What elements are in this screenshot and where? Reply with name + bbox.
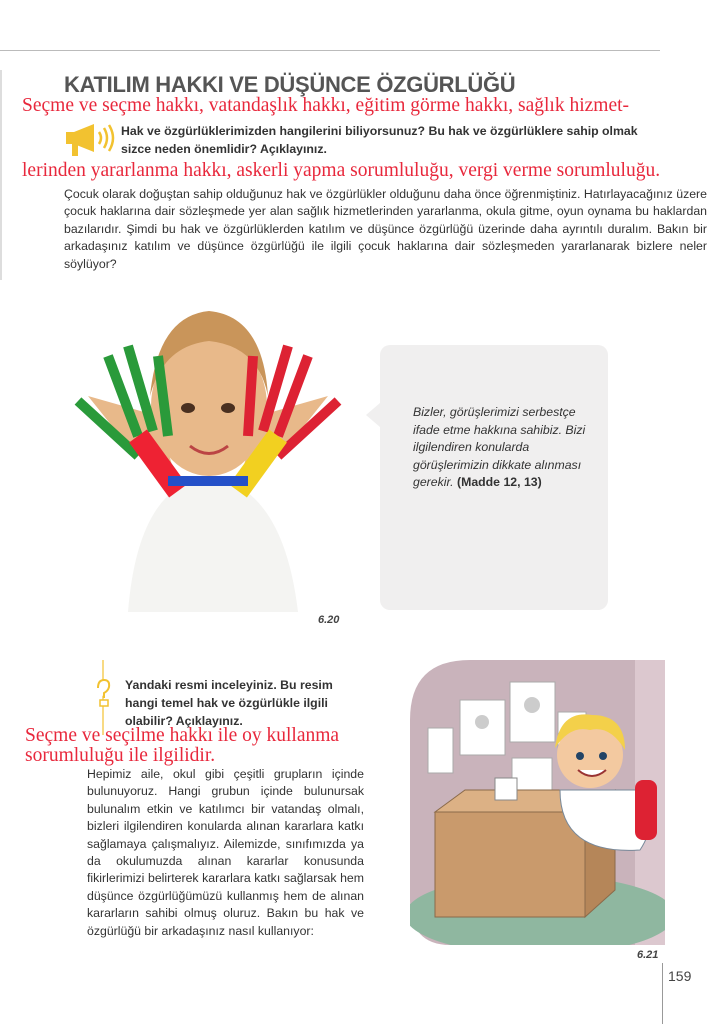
speech-bubble-text: [413, 404, 588, 492]
question-line: Hak ve özgürlüklerimizden hangilerini biliyorsunuz? Bu hak ve özgürlüklere sahip olmak: [121, 124, 638, 138]
handwritten-answer-line-4: sorumluluğu ile ilgilidir.: [25, 745, 216, 766]
page-number: 159: [668, 968, 692, 984]
handwritten-answer-line-1: Seçme ve seçme hakkı, vatandaşlık hakkı, eğitim görme hakkı, sağlık hizmet-: [22, 95, 630, 116]
handwritten-answer-line-2: lerinden yararlanma hakkı, askerli yapma sorumluluğu, vergi verme sorumluluğu.: [22, 160, 661, 181]
figure-caption-6-20: 6.20: [318, 614, 340, 626]
question-mark-icon: [93, 660, 113, 735]
quote-text: Bizler, görüşlerimizi serbestçe ifade etme hakkına sahibiz. Bizi ilgilendiren konularda görüşlerimizin dikkate alınması gerekir.: [413, 405, 586, 489]
handwritten-answer-line-3: Seçme ve seçilme hakkı ile oy kullanma: [25, 725, 340, 746]
second-paragraph: Hepimiz aile, okul gibi çeşitli grupların içinde bulunuyoruz. Hangi grubun içinde bulunursak bulunalım etkin ve katılımcı bir vatandaş olmalı, bizleri ilgilendiren konularda alınan kararlara katkı sağlamaya çalışmalıyız. Ailemizde, sınıfımızda ya da okulumuzda alınan kararlar konusunda fikirlerimizi belirterek kararlara katkı sağlarsak hem düşünce özgürlüğümüzü kullanmış hem de alınan kararların sahibi olmuş oluruz. Bakın bu hak ve özgürlüğü bir arkadaşınız nasıl kullanıyor:: [87, 767, 364, 938]
picture-question: Yandaki resmi inceleyiniz. Bu resim hangi temel hak ve özgürlükle ilgili olabilir? Açıklayınız.: [125, 678, 333, 728]
top-rule: [0, 50, 660, 51]
figure-caption-6-21: 6.21: [637, 949, 659, 961]
article-reference: (Madde 12, 13): [456, 475, 542, 489]
left-margin-mark: [0, 70, 2, 280]
page-number-divider: [662, 963, 663, 1024]
page-title: KATILIM HAKKI VE DÜŞÜNCE ÖZGÜRLÜĞÜ: [64, 72, 516, 97]
question-line: sizce neden önemlidir? Açıklayınız.: [121, 142, 327, 156]
megaphone-icon: [64, 122, 122, 158]
discussion-question: [121, 122, 638, 158]
photo-girl-painted-hands: [68, 296, 350, 612]
illustration-boy-voting: [410, 660, 665, 945]
intro-paragraph: Çocuk olarak doğuştan sahip olduğunuz hak ve özgürlükler olduğunu daha önce öğrenmiştiniz. Hatırlayacağınız üzere çocuk haklarına dair sözleşmede yer alan sağlık hizmetlerinden yararlanma, okula gitme, oyun oynama bu haklardan bazılarıdır. Şimdi bu hak ve özgürlüklerden katılım ve düşünce özgürlüğü üzerinde daha ayrıntılı duralım. Bakın bir arkadaşınız katılım ve düşünce özgürlüğü ile ilgili çocuk haklarına dair sözleşmeden yararlanarak bizlere neler söylüyor?: [64, 187, 707, 271]
